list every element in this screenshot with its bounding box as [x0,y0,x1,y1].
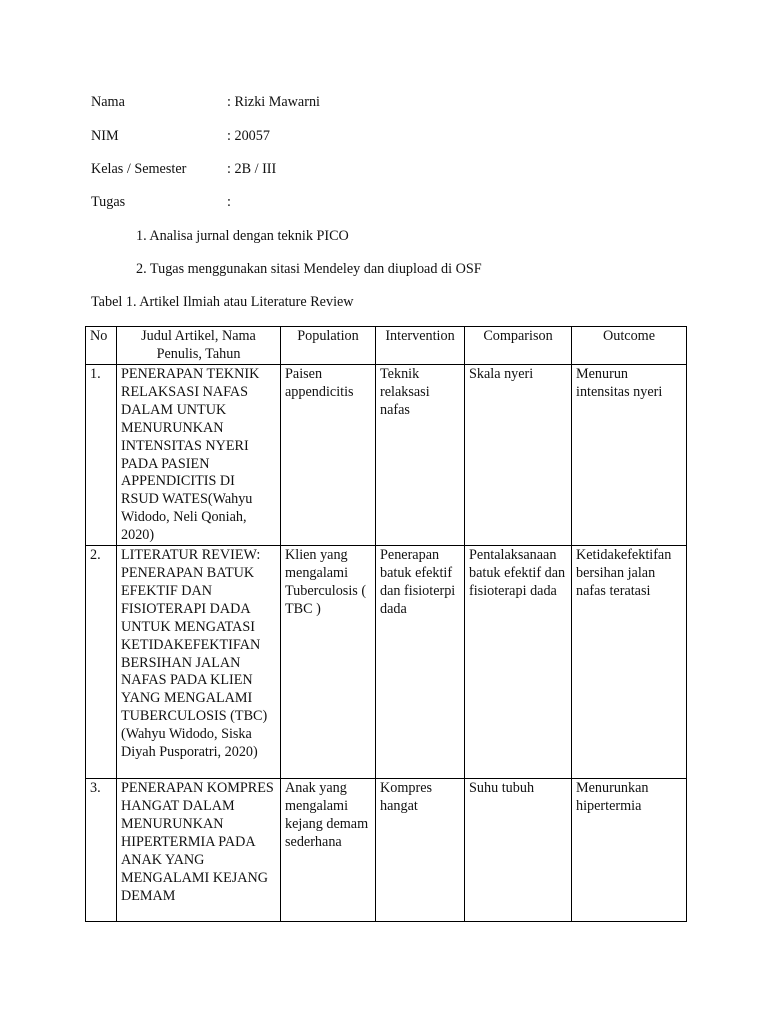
cell-outcome: Menurunkan hipertermia [572,779,687,922]
table-caption: Tabel 1. Artikel Ilmiah atau Literature Review [91,294,354,310]
cell-comparison: Pentalaksanaan batuk efektif dan fisioterapi dada [465,546,572,779]
table-row [86,365,687,546]
literature-review-table [85,326,687,922]
task-item: 1. Analisa jurnal dengan teknik PICO [136,228,349,244]
cell-intervention: Penerapan batuk efektif dan fisioterpi dada [376,546,465,779]
info-value: : 2B / III [227,161,277,177]
header-intervention: Intervention [376,327,465,365]
info-value: : Rizki Mawarni [227,94,320,110]
info-label: Kelas / Semester [91,161,187,177]
cell-no: 2. [86,546,117,779]
info-label: Tugas [91,194,126,210]
header-population: Population [281,327,376,365]
header-no: No [86,327,117,365]
cell-population: Paisen appendicitis [281,365,376,546]
cell-title: PENERAPAN TEKNIK RELAKSASI NAFAS DALAM UNTUK MENURUNKAN INTENSITAS NYERI PADA PASIEN APPENDICITIS DI RSUD WATES(Wahyu Widodo, Neli Qoniah, 2020) [117,365,281,546]
cell-population: Klien yang mengalami Tuberculosis ( TBC ) [281,546,376,779]
cell-comparison: Skala nyeri [465,365,572,546]
info-value: : [227,194,231,210]
header-title: Judul Artikel, Nama Penulis, Tahun [117,327,281,365]
cell-no: 3. [86,779,117,922]
table-header-row [86,327,687,365]
cell-comparison: Suhu tubuh [465,779,572,922]
cell-population: Anak yang mengalami kejang demam sederhana [281,779,376,922]
cell-no: 1. [86,365,117,546]
info-label: NIM [91,128,119,144]
cell-title: PENERAPAN KOMPRES HANGAT DALAM MENURUNKAN HIPERTERMIA PADA ANAK YANG MENGALAMI KEJANG DEMAM [117,779,281,922]
cell-outcome: Menurun intensitas nyeri [572,365,687,546]
cell-title: LITERATUR REVIEW: PENERAPAN BATUK EFEKTIF DAN FISIOTERAPI DADA UNTUK MENGATASI KETIDAKEFEKTIFAN BERSIHAN JALAN NAFAS PADA KLIEN YANG MENGALAMI TUBERCULOSIS (TBC) (Wahyu Widodo, Siska Diyah Pusporatri, 2020) [117,546,281,779]
cell-intervention: Teknik relaksasi nafas [376,365,465,546]
task-item: 2. Tugas menggunakan sitasi Mendeley dan diupload di OSF [136,261,482,277]
info-value: : 20057 [227,128,270,144]
cell-intervention: Kompres hangat [376,779,465,922]
info-label: Nama [91,94,125,110]
header-comparison: Comparison [465,327,572,365]
header-outcome: Outcome [572,327,687,365]
cell-outcome: Ketidakefektifan bersihan jalan nafas teratasi [572,546,687,779]
table-row [86,779,687,922]
table-row [86,546,687,779]
